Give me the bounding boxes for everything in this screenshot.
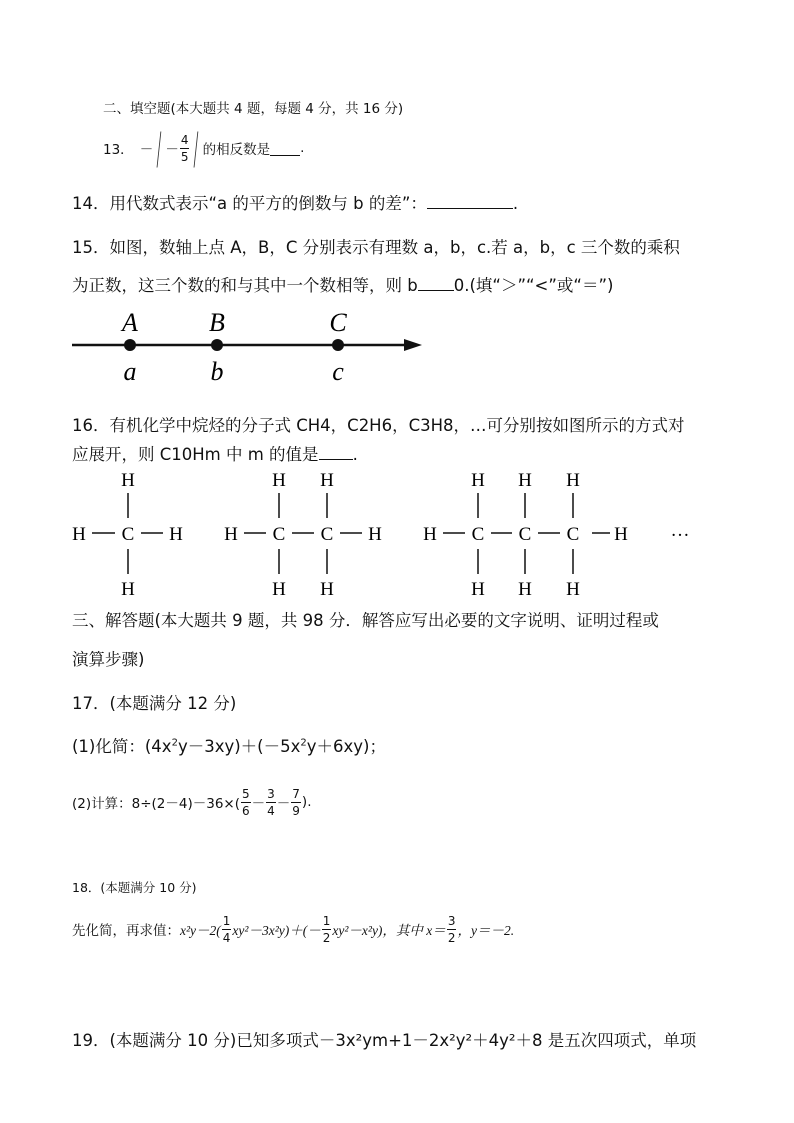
alkane-structures-figure [0, 462, 794, 602]
value-b-label: b [210, 357, 224, 386]
question-18-title: 18．(本题满分 10 分) [72, 880, 197, 895]
question-15-line1: 15．如图，数轴上点 A，B，C 分别表示有理数 a，b，c.若 a，b，c 三个数的乘积 [72, 238, 680, 257]
abs-bar-left: | [154, 127, 165, 168]
q17-part1-a: (1)化简：(4x [72, 737, 172, 756]
q13-answer-blank[interactable] [270, 141, 300, 156]
q17-minus: － [251, 796, 266, 812]
c3h8-carbon-3: C [566, 524, 580, 545]
q13-fraction [180, 134, 190, 163]
q17-part1-c: y＋6xy)； [306, 737, 386, 756]
ch4-h-left: H [72, 524, 86, 545]
q14-text: 14．用代数式表示“a 的平方的倒数与 b 的差”： [72, 194, 427, 213]
c2h6-carbon-2: C [320, 524, 334, 545]
q18-lead: 先化简，再求值： [72, 923, 180, 939]
q17-minus: － [276, 796, 291, 812]
value-c-label: c [332, 357, 344, 386]
question-17-part2 [72, 782, 311, 822]
q17-f1-den: 6 [242, 803, 250, 818]
point-b-dot [211, 339, 223, 351]
section2-heading: 二、填空题(本大题共 4 题，每题 4 分，共 16 分) [103, 101, 404, 117]
c3h8-h-right: H [614, 524, 628, 545]
q17-fraction-2 [266, 788, 276, 817]
point-c-label: C [329, 308, 347, 337]
q16-answer-blank[interactable] [319, 445, 353, 460]
section3-heading-line1: 三、解答题(本大题共 9 题，共 98 分．解答应写出必要的文字说明、证明过程或 [72, 611, 659, 630]
ch4-h-right: H [169, 524, 183, 545]
c2h6-carbon-1: C [272, 524, 286, 545]
q17-fraction-1 [241, 788, 251, 817]
c2h6-h-left: H [224, 524, 238, 545]
q17-part2-end: ). [301, 794, 312, 810]
c3h8-h-left: H [423, 524, 437, 545]
c3h8-h-top-1: H [471, 470, 485, 491]
point-a-dot [124, 339, 136, 351]
q13-frac-num: 4 [180, 132, 189, 147]
ellipsis: … [670, 520, 690, 541]
c2h6-h-top-1: H [272, 470, 286, 491]
ch4-h-bottom: H [121, 579, 135, 600]
q15-answer-blank[interactable] [418, 276, 454, 291]
q13-number: 13． [103, 142, 134, 158]
c3h8-carbon-2: C [518, 524, 532, 545]
abs-bar-right: | [191, 127, 202, 168]
q17-f3-num: 7 [292, 786, 300, 801]
q16-line2-b: . [352, 445, 358, 464]
question-13 [103, 128, 304, 168]
q17-f2-num: 3 [267, 786, 275, 801]
c2h6-h-top-2: H [320, 470, 334, 491]
c3h8-h-top-2: H [518, 470, 532, 491]
q17-fraction-3 [291, 788, 301, 817]
ch4-carbon: C [121, 524, 135, 545]
q17-sup-2: 2 [171, 737, 178, 749]
q13-tail: 的相反数是 [202, 142, 271, 158]
q18-expr-1: x²y－2( [180, 923, 221, 938]
number-line-figure [60, 300, 440, 390]
q18-fraction-b [322, 915, 332, 944]
c3h8-carbon-1: C [471, 524, 485, 545]
q18-fa-den: 4 [222, 930, 231, 945]
q13-end: . [300, 140, 305, 156]
q18-fb-den: 2 [322, 930, 331, 945]
q18-fc-num: 3 [447, 913, 456, 928]
q16-line2-a: 应展开，则 C10Hm 中 m 的值是 [72, 445, 319, 464]
q13-minus: － [139, 142, 154, 158]
q18-expr-2: xy²－3x²y)＋(－ [232, 923, 321, 938]
question-14 [72, 190, 518, 214]
question-17-part1 [72, 733, 386, 757]
c2h6-h-bottom-2: H [320, 579, 334, 600]
section3-heading-line2: 演算步骤) [72, 650, 145, 669]
q14-end: . [512, 194, 519, 213]
q17-sup-2: 2 [300, 737, 307, 749]
c3h8-h-top-3: H [566, 470, 580, 491]
question-15-line2 [72, 272, 613, 296]
c2h6-h-right: H [368, 524, 382, 545]
q17-f1-num: 5 [242, 786, 250, 801]
ch4-h-top: H [121, 470, 135, 491]
point-c-dot [332, 339, 344, 351]
q17-part2-a: (2)计算：8÷(2－4)－36×( [72, 796, 240, 812]
q15-line2-b: 0.(填“＞”“<”或“＝”) [453, 276, 614, 295]
c3h8-h-bottom-1: H [471, 579, 485, 600]
c3h8-h-bottom-3: H [566, 579, 580, 600]
point-b-label: B [209, 308, 225, 337]
q17-f2-den: 4 [267, 803, 275, 818]
q18-expr-4: ，y＝－2. [457, 923, 515, 938]
q18-fraction-a [222, 915, 232, 944]
q14-answer-blank[interactable] [427, 194, 513, 209]
q18-fc-den: 2 [447, 930, 456, 945]
value-a-label: a [123, 357, 137, 386]
q17-part1-b: y－3xy)＋(－5x [177, 737, 301, 756]
q18-fa-num: 1 [222, 913, 231, 928]
q18-expr-3: xy²－x²y)，其中 x＝ [332, 923, 446, 938]
number-line-arrow-icon [404, 339, 422, 351]
q13-frac-den: 5 [180, 149, 189, 164]
question-18-body [72, 908, 514, 950]
q13-inner-minus: － [165, 142, 179, 158]
c2h6-h-bottom-1: H [272, 579, 286, 600]
q18-fb-num: 1 [322, 913, 331, 928]
question-17-title: 17．(本题满分 12 分) [72, 694, 237, 713]
c3h8-h-bottom-2: H [518, 579, 532, 600]
q17-f3-den: 9 [292, 803, 300, 818]
q15-line2-a: 为正数，这三个数的和与其中一个数相等，则 b [72, 276, 418, 295]
q18-fraction-c [447, 915, 457, 944]
question-16-line1: 16．有机化学中烷烃的分子式 CH4，C2H6，C3H8，…可分别按如图所示的方式对 [72, 416, 685, 435]
point-a-label: A [122, 308, 138, 337]
question-19-line1: 19．(本题满分 10 分)已知多项式－3x²ym+1－2x²y²＋4y²＋8 是五次四项式，单项 [72, 1031, 697, 1050]
